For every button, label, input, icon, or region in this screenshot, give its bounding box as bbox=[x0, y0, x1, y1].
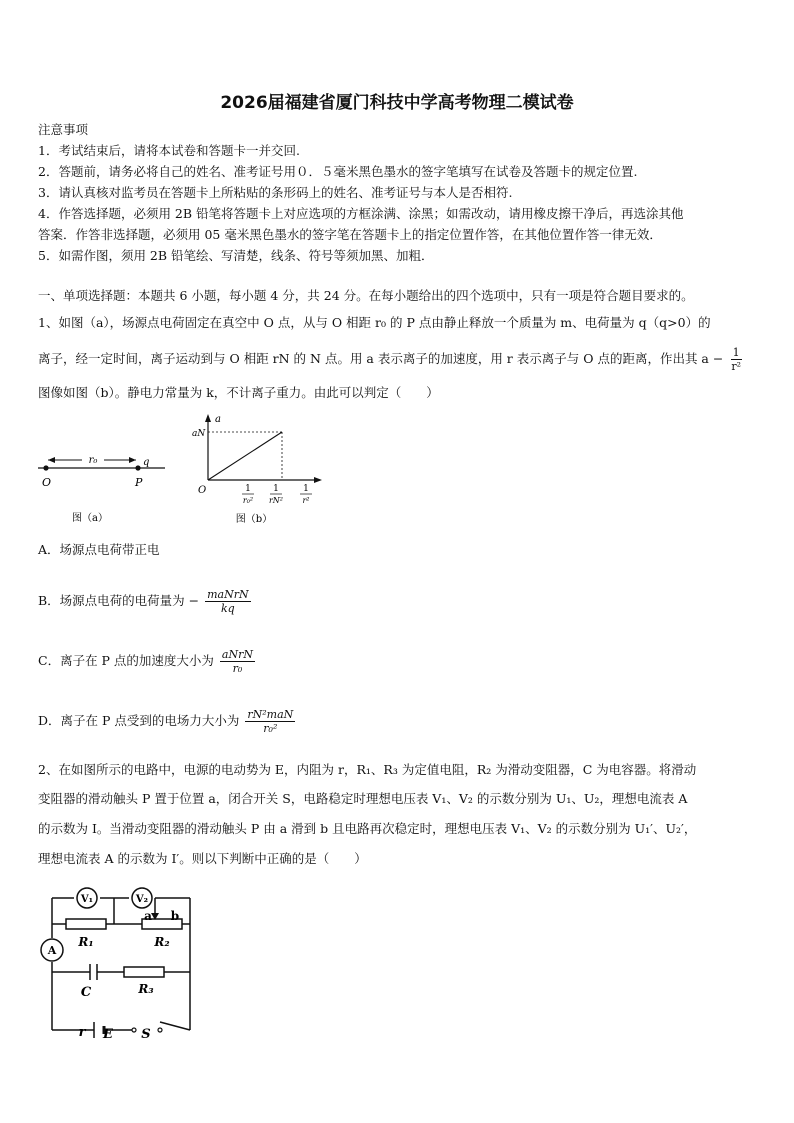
q1-option-d-num: rN²maN bbox=[247, 708, 294, 721]
q1-fraction-num: 1 bbox=[732, 346, 740, 359]
label-r1: R₁ bbox=[78, 935, 94, 949]
label-b-pos: b bbox=[170, 909, 180, 923]
q1-text-3: 图像如图（b）。静电力常量为 k，不计离子重力。由此可以判定（ ） bbox=[38, 385, 439, 400]
q1-fraction-den: r² bbox=[731, 360, 741, 373]
fig-b-O: O bbox=[198, 485, 207, 496]
q2-text-3: 的示数为 I。当滑动变阻器的滑动触头 P 由 a 滑到 b 且电路再次稳定时，理想电压表 V₁、V₂ 的示数分别为 U₁′、U₂′， bbox=[38, 821, 697, 836]
label-v2: V₂ bbox=[135, 894, 149, 905]
q1-option-c bbox=[38, 648, 257, 675]
fig-b-one-1: 1 bbox=[245, 484, 251, 494]
label-a: A bbox=[47, 944, 57, 957]
fig-b-aN: aN bbox=[192, 429, 206, 439]
fig-b-line bbox=[208, 432, 282, 480]
label-r3: R₃ bbox=[138, 982, 154, 996]
q1-option-d-text: D．离子在 P 点受到的电场力大小为 bbox=[38, 713, 240, 728]
q1-option-a: A．场源点电荷带正电 bbox=[38, 542, 160, 557]
label-a-pos: a bbox=[144, 909, 152, 923]
label-c: C bbox=[80, 985, 92, 1000]
fig-a-r0: r₀ bbox=[88, 455, 98, 466]
fig-b-a-axis: a bbox=[215, 414, 221, 425]
q1-option-c-fraction bbox=[220, 648, 255, 675]
fig-b-tick-1: r₀² bbox=[242, 496, 254, 505]
q1-fraction bbox=[729, 346, 743, 373]
fig-a-O: O bbox=[42, 476, 52, 489]
q1-option-d-den: r₀² bbox=[263, 722, 278, 735]
fig-a-caption: 图（a） bbox=[72, 513, 108, 524]
q1-option-c-num: aNrN bbox=[221, 648, 253, 661]
figure-a bbox=[30, 450, 170, 530]
q1-option-b-fraction bbox=[205, 588, 251, 615]
figure-b bbox=[190, 412, 330, 530]
q2-text-1: 2、在如图所示的电路中，电源的电动势为 E，内阻为 r，R₁、R₃ 为定值电阻，R₂ 为滑动变阻器，C 为电容器。将滑动 bbox=[38, 762, 697, 777]
q1-option-c-den: r₀ bbox=[232, 662, 243, 675]
q1-text-2 bbox=[38, 346, 745, 373]
fig-b-one-2: 1 bbox=[273, 484, 279, 494]
label-r2: R₂ bbox=[154, 935, 170, 949]
q1-option-b-text: B．场源点电荷的电荷量为 − bbox=[38, 593, 200, 608]
q1-option-b bbox=[38, 588, 253, 615]
fig-a-P: P bbox=[135, 476, 143, 489]
fig-b-one-3: 1 bbox=[303, 484, 309, 494]
notice-item-3: 3．请认真核对监考员在答题卡上所粘贴的条形码上的姓名、准考证号与本人是否相符. bbox=[38, 185, 513, 200]
fig-a-q: q bbox=[143, 457, 150, 468]
label-e: E bbox=[103, 1027, 113, 1040]
label-r: r bbox=[78, 1025, 86, 1040]
q2-text-4: 理想电流表 A 的示数为 I′。则以下判断中正确的是（ ） bbox=[38, 851, 367, 866]
q1-option-d-fraction bbox=[245, 708, 295, 735]
notice-heading: 注意事项 bbox=[38, 122, 89, 137]
q2-text-2: 变阻器的滑动触头 P 置于位置 a，闭合开关 S，电路稳定时理想电压表 V₁、V₂ 的示数分别为 U₁、U₂，理想电流表 A bbox=[38, 791, 688, 806]
notice-item-2: 2．答题前，请务必将自己的姓名、准考证号用０．５毫米黑色墨水的签字笔填写在试卷及答题卡的规定位置. bbox=[38, 164, 638, 179]
notice-item-5: 5．如需作图，须用 2B 铅笔绘、写清楚，线条、符号等须加黑、加粗． bbox=[38, 248, 434, 263]
fig-b-caption: 图（b） bbox=[235, 514, 273, 525]
notice-item-4: 4．作答选择题，必须用 2B 铅笔将答题卡上对应选项的方框涂满、涂黑；如需改动，请用橡皮擦干净后，再选涂其他 bbox=[38, 206, 684, 221]
q1-option-d bbox=[38, 708, 297, 735]
q1-option-b-den: kq bbox=[221, 602, 235, 615]
fig-b-tick-3: r² bbox=[302, 496, 310, 505]
label-s: S bbox=[141, 1027, 151, 1040]
section-heading: 一、单项选择题：本题共 6 小题，每小题 4 分，共 24 分。在每小题给出的四个选项中，只有一项是符合题目要求的。 bbox=[38, 288, 694, 303]
circuit-diagram bbox=[34, 880, 204, 1040]
q1-text-2-body: 离子，经一定时间，离子运动到与 O 相距 rN 的 N 点。用 a 表示离子的加速度，用 r 表示离子与 O 点的距离，作出其 a − bbox=[38, 351, 724, 366]
notice-item-1: 1．考试结束后，请将本试卷和答题卡一并交回. bbox=[38, 143, 300, 158]
page-title: 2026届福建省厦门科技中学高考物理二模试卷 bbox=[220, 93, 574, 113]
fig-b-tick-2: rN² bbox=[268, 496, 284, 505]
notice-item-4-cont: 答案．作答非选择题，必须用 05 毫米黑色墨水的签字笔在答题卡上的指定位置作答，在其他位置作答一律无效． bbox=[38, 227, 662, 242]
q1-text-1: 1、如图（a），场源点电荷固定在真空中 O 点，从与 O 相距 r₀ 的 P 点由静止释放一个质量为 m、电荷量为 q（q>0）的 bbox=[38, 315, 711, 330]
label-v1: V₁ bbox=[80, 894, 94, 905]
q1-option-c-text: C．离子在 P 点的加速度大小为 bbox=[38, 653, 214, 668]
q1-option-b-num: maNrN bbox=[207, 588, 249, 601]
